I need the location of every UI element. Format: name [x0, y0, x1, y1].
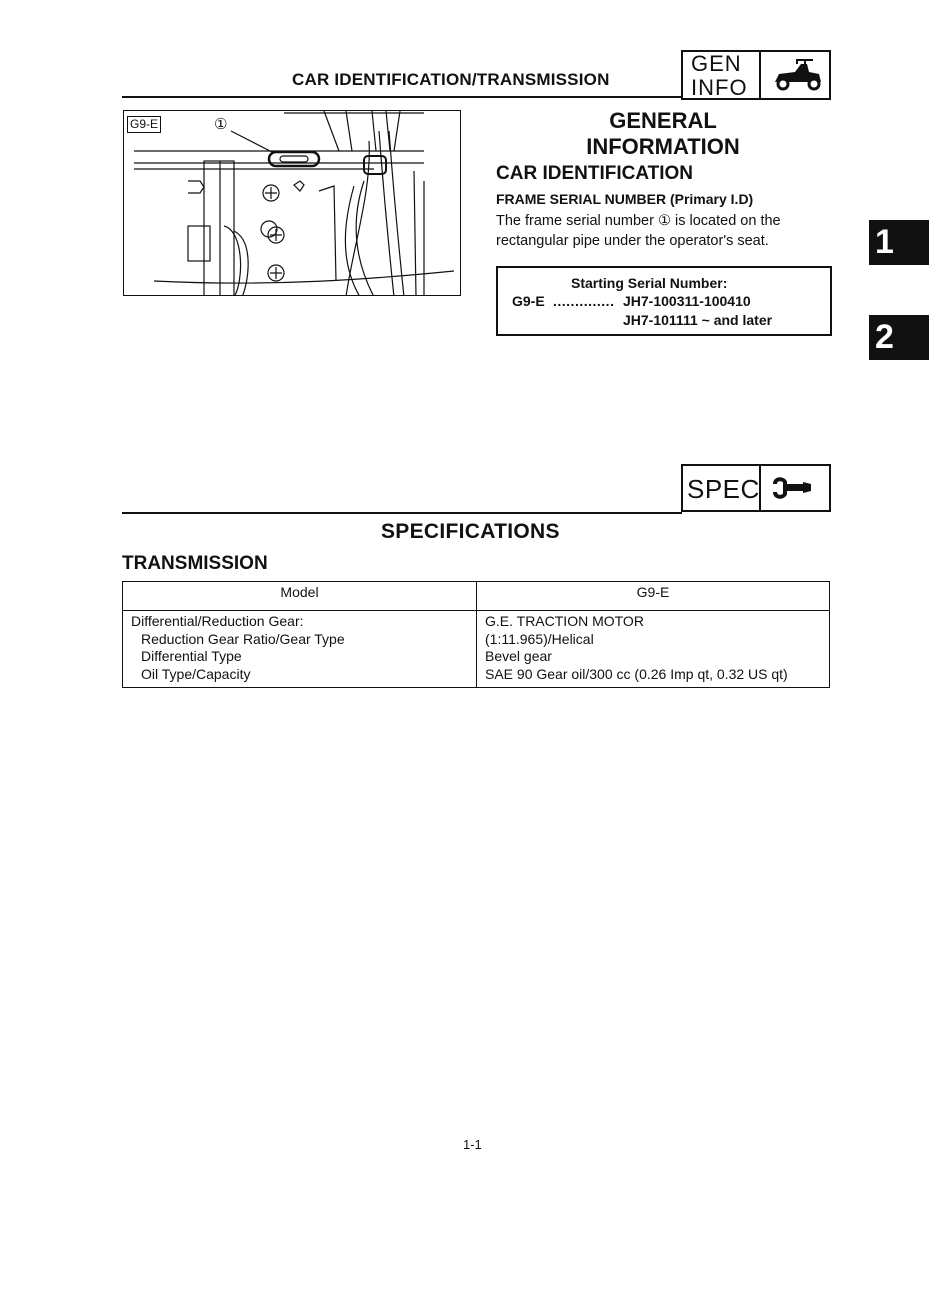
- transmission-heading: TRANSMISSION: [122, 553, 268, 574]
- frame-serial-illustration: [123, 110, 461, 296]
- wrench-icon-box: [761, 464, 831, 512]
- serial-range-2: JH7-101111 ~ and later: [623, 312, 773, 328]
- golf-cart-icon-box: [761, 50, 831, 100]
- frame-serial-heading: FRAME SERIAL NUMBER (Primary I.D): [496, 191, 754, 207]
- item-main: Differential/Reduction Gear:: [131, 613, 304, 629]
- table-row: [123, 611, 830, 688]
- chapter-tab-1[interactable]: 1: [869, 220, 929, 265]
- spec-rule: [122, 512, 682, 514]
- serial-range-1: JH7-100311-100410: [623, 293, 751, 309]
- frame-drawing: [124, 111, 461, 296]
- gen-info-line1: GEN: [691, 51, 742, 76]
- table-header-g9e: G9-E: [477, 582, 830, 611]
- value-4: SAE 90 Gear oil/300 cc (0.26 Imp qt, 0.32 US qt): [485, 665, 788, 682]
- golf-cart-icon: [761, 52, 829, 98]
- value-2: (1:11.965)/Helical: [485, 630, 594, 647]
- figure-callout: ①: [214, 116, 228, 133]
- header-rule: [122, 96, 682, 98]
- figure-model-label: G9-E: [127, 116, 161, 133]
- serial-box-leader: ..............: [553, 293, 615, 309]
- specifications-heading: SPECIFICATIONS: [381, 520, 560, 543]
- page-number: 1-1: [463, 1137, 482, 1152]
- table-cell-values: [477, 611, 830, 688]
- chapter-tab-2[interactable]: 2: [869, 315, 929, 360]
- value-1: G.E. TRACTION MOTOR: [485, 613, 644, 629]
- table-cell-items: [123, 611, 477, 688]
- gen-info-line2: INFO: [691, 75, 748, 100]
- gen-heading-line1: GENERAL: [609, 108, 717, 133]
- transmission-spec-table: [122, 581, 830, 688]
- table-header-model: Model: [123, 582, 477, 611]
- spec-label: SPEC: [687, 474, 760, 504]
- item-sub-2: Differential Type: [141, 648, 242, 664]
- gen-info-badge: [681, 50, 761, 100]
- gen-heading-line2: INFORMATION: [586, 134, 740, 159]
- wrench-icon: [761, 466, 829, 510]
- table-header-row: [123, 582, 830, 611]
- section-title: CAR IDENTIFICATION/TRANSMISSION: [292, 70, 610, 89]
- item-sub-3: Oil Type/Capacity: [141, 665, 251, 682]
- general-information-heading: [578, 108, 748, 160]
- serial-box-title: Starting Serial Number:: [571, 275, 728, 291]
- item-sub-1: Reduction Gear Ratio/Gear Type: [141, 630, 345, 647]
- value-3: Bevel gear: [485, 648, 552, 664]
- car-identification-heading: CAR IDENTIFICATION: [496, 163, 694, 184]
- serial-box-model: G9-E: [512, 293, 545, 309]
- spec-badge: [681, 464, 761, 512]
- frame-serial-text: The frame serial number ① is located on the rectangular pipe under the operator's seat.: [496, 213, 781, 249]
